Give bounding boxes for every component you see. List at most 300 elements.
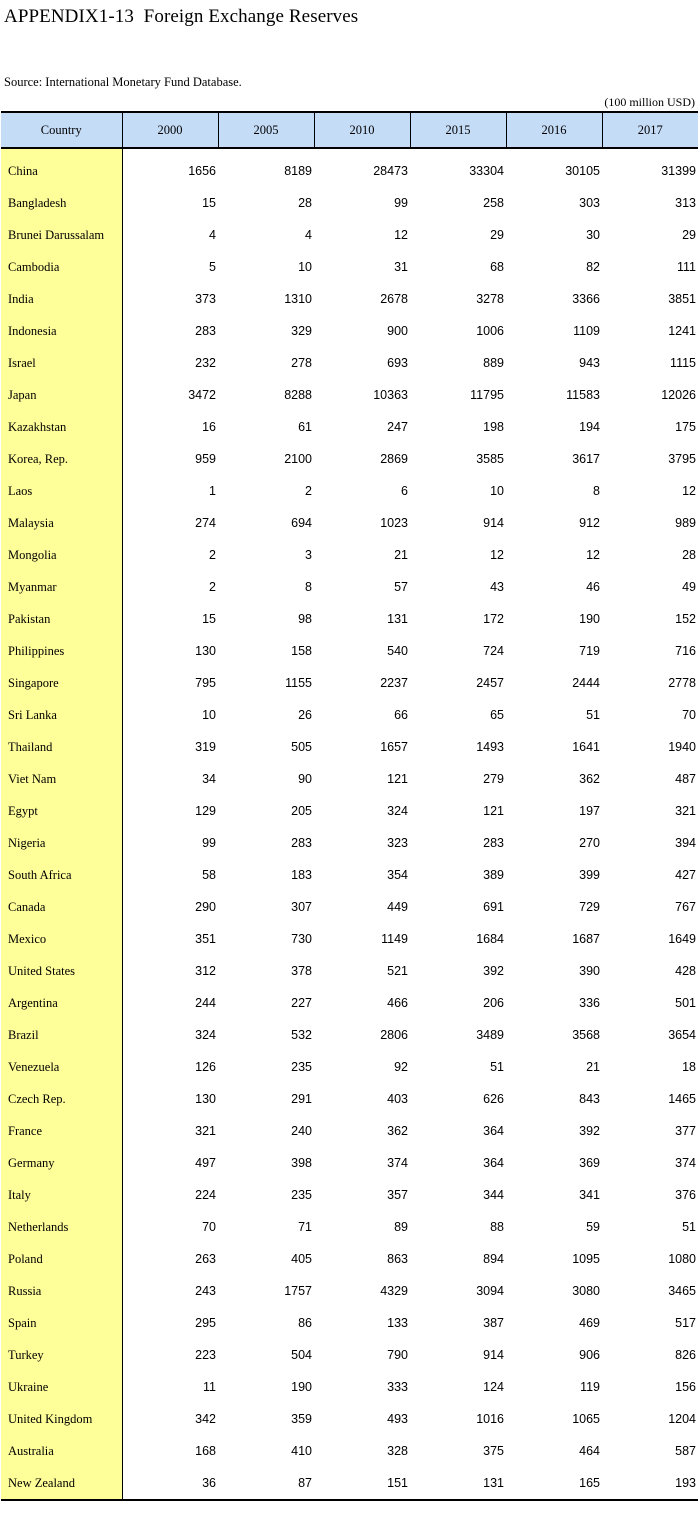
value-cell: 394 xyxy=(675,836,696,850)
table-row xyxy=(1,283,698,315)
table-row xyxy=(1,1051,698,1083)
value-cell: 376 xyxy=(675,1188,696,1202)
table-row xyxy=(1,603,698,635)
value-cell: 312 xyxy=(195,964,216,978)
value-cell: 1684 xyxy=(476,932,504,946)
table-row xyxy=(1,795,698,827)
country-cell: Netherlands xyxy=(1,1211,122,1243)
value-cell: 92 xyxy=(394,1060,408,1074)
table-row xyxy=(1,539,698,571)
value-cell: 1006 xyxy=(476,324,504,338)
country-cell: Spain xyxy=(1,1307,122,1339)
country-cell: Israel xyxy=(1,347,122,379)
country-cell: Turkey xyxy=(1,1339,122,1371)
value-cell: 399 xyxy=(579,868,600,882)
value-cell: 49 xyxy=(682,580,696,594)
table-row xyxy=(1,1019,698,1051)
value-cell: 16 xyxy=(202,420,216,434)
value-cell: 68 xyxy=(490,260,504,274)
table-row xyxy=(1,475,698,507)
country-cell: Sri Lanka xyxy=(1,699,122,731)
value-cell: 342 xyxy=(195,1412,216,1426)
value-cell: 1493 xyxy=(476,740,504,754)
value-cell: 29 xyxy=(490,228,504,242)
value-cell: 274 xyxy=(195,516,216,530)
value-cell: 130 xyxy=(195,644,216,658)
column-header-2017: 2017 xyxy=(602,112,698,148)
value-cell: 323 xyxy=(387,836,408,850)
table-row xyxy=(1,379,698,411)
value-cell: 313 xyxy=(675,196,696,210)
value-cell: 51 xyxy=(490,1060,504,1074)
table-row xyxy=(1,347,698,379)
table-row xyxy=(1,315,698,347)
table-row xyxy=(1,571,698,603)
value-cell: 795 xyxy=(195,676,216,690)
value-cell: 329 xyxy=(291,324,312,338)
value-cell: 99 xyxy=(202,836,216,850)
value-cell: 193 xyxy=(602,1467,698,1500)
country-cell: New Zealand xyxy=(1,1467,122,1500)
value-cell: 2778 xyxy=(668,676,696,690)
value-cell: 71 xyxy=(298,1220,312,1234)
value-cell: 1149 xyxy=(381,932,408,946)
value-cell: 87 xyxy=(218,1467,314,1500)
value-cell: 197 xyxy=(579,804,600,818)
table-row xyxy=(1,987,698,1019)
value-cell: 324 xyxy=(195,1028,216,1042)
value-cell: 28 xyxy=(682,548,696,562)
table-row xyxy=(1,763,698,795)
value-cell: 90 xyxy=(298,772,312,786)
value-cell: 158 xyxy=(291,644,312,658)
value-cell: 291 xyxy=(291,1092,312,1106)
value-cell: 719 xyxy=(579,644,600,658)
value-cell: 165 xyxy=(506,1467,602,1500)
value-cell: 410 xyxy=(291,1444,312,1458)
country-cell: Canada xyxy=(1,891,122,923)
value-cell: 3094 xyxy=(476,1284,504,1298)
table-row xyxy=(1,148,698,187)
value-cell: 540 xyxy=(387,644,408,658)
value-cell: 279 xyxy=(483,772,504,786)
value-cell: 4 xyxy=(305,228,312,242)
value-cell: 826 xyxy=(675,1348,696,1362)
value-cell: 493 xyxy=(387,1412,408,1426)
country-cell: Philippines xyxy=(1,635,122,667)
value-cell: 1204 xyxy=(668,1412,696,1426)
table-row xyxy=(1,1147,698,1179)
value-cell: 12 xyxy=(682,484,696,498)
country-cell: India xyxy=(1,283,122,315)
value-cell: 626 xyxy=(483,1092,504,1106)
value-cell: 21 xyxy=(394,548,408,562)
value-cell: 11795 xyxy=(470,388,504,402)
value-cell: 133 xyxy=(387,1316,408,1330)
value-cell: 18 xyxy=(682,1060,696,1074)
value-cell: 1757 xyxy=(284,1284,312,1298)
table-row xyxy=(1,635,698,667)
value-cell: 428 xyxy=(675,964,696,978)
value-cell: 3585 xyxy=(476,452,504,466)
country-cell: Australia xyxy=(1,1435,122,1467)
value-cell: 88 xyxy=(490,1220,504,1234)
value-cell: 58 xyxy=(202,868,216,882)
table-row xyxy=(1,507,698,539)
table-row xyxy=(1,1243,698,1275)
value-cell: 121 xyxy=(387,772,408,786)
value-cell: 1080 xyxy=(668,1252,696,1266)
value-cell: 405 xyxy=(291,1252,312,1266)
value-cell: 3851 xyxy=(668,292,696,306)
value-cell: 224 xyxy=(195,1188,216,1202)
table-row xyxy=(1,1307,698,1339)
value-cell: 66 xyxy=(394,708,408,722)
value-cell: 403 xyxy=(387,1092,408,1106)
value-cell: 131 xyxy=(387,612,408,626)
value-cell: 10 xyxy=(202,708,216,722)
reserves-table xyxy=(1,111,698,1501)
value-cell: 587 xyxy=(675,1444,696,1458)
value-cell: 532 xyxy=(291,1028,312,1042)
country-cell: Malaysia xyxy=(1,507,122,539)
country-cell: Nigeria xyxy=(1,827,122,859)
value-cell: 336 xyxy=(579,996,600,1010)
table-row xyxy=(1,699,698,731)
value-cell: 10 xyxy=(298,260,312,274)
value-cell: 119 xyxy=(580,1380,600,1394)
value-cell: 374 xyxy=(675,1156,696,1170)
value-cell: 324 xyxy=(387,804,408,818)
value-cell: 98 xyxy=(298,612,312,626)
value-cell: 59 xyxy=(586,1220,600,1234)
value-cell: 364 xyxy=(483,1156,504,1170)
table-row xyxy=(1,411,698,443)
value-cell: 30 xyxy=(586,228,600,242)
value-cell: 278 xyxy=(291,356,312,370)
value-cell: 729 xyxy=(579,900,600,914)
value-cell: 43 xyxy=(490,580,504,594)
value-cell: 505 xyxy=(291,740,312,754)
value-cell: 28 xyxy=(298,196,312,210)
table-row xyxy=(1,219,698,251)
value-cell: 194 xyxy=(579,420,600,434)
table-row xyxy=(1,251,698,283)
country-cell: United States xyxy=(1,955,122,987)
table-row xyxy=(1,1115,698,1147)
country-cell: Poland xyxy=(1,1243,122,1275)
value-cell: 235 xyxy=(291,1188,312,1202)
country-cell: France xyxy=(1,1115,122,1147)
value-cell: 21 xyxy=(586,1060,600,1074)
value-cell: 307 xyxy=(291,900,312,914)
value-cell: 321 xyxy=(675,804,696,818)
country-cell: Thailand xyxy=(1,731,122,763)
value-cell: 716 xyxy=(675,644,696,658)
value-cell: 373 xyxy=(195,292,216,306)
value-cell: 1095 xyxy=(572,1252,600,1266)
value-cell: 2 xyxy=(305,484,312,498)
value-cell: 28473 xyxy=(373,164,408,178)
value-cell: 1109 xyxy=(573,324,600,338)
country-cell: Mongolia xyxy=(1,539,122,571)
value-cell: 1940 xyxy=(668,740,696,754)
column-header-2015: 2015 xyxy=(410,112,506,148)
table-row xyxy=(1,1435,698,1467)
unit-note: (100 million USD) xyxy=(604,95,695,109)
table-row xyxy=(1,1179,698,1211)
country-cell: United Kingdom xyxy=(1,1403,122,1435)
value-cell: 263 xyxy=(195,1252,216,1266)
country-cell: Venezuela xyxy=(1,1051,122,1083)
value-cell: 694 xyxy=(291,516,312,530)
value-cell: 10 xyxy=(490,484,504,498)
value-cell: 1656 xyxy=(188,164,216,178)
value-cell: 464 xyxy=(579,1444,600,1458)
value-cell: 12 xyxy=(586,548,600,562)
table-row xyxy=(1,859,698,891)
table-row xyxy=(1,1083,698,1115)
value-cell: 65 xyxy=(490,708,504,722)
table-row xyxy=(1,923,698,955)
value-cell: 99 xyxy=(394,196,408,210)
value-cell: 843 xyxy=(579,1092,600,1106)
column-header-2000: 2000 xyxy=(122,112,218,148)
table-row xyxy=(1,731,698,763)
table-body xyxy=(1,148,698,1500)
table-row xyxy=(1,1403,698,1435)
value-cell: 51 xyxy=(586,708,600,722)
value-cell: 283 xyxy=(483,836,504,850)
country-cell: Brunei Darussalam xyxy=(1,219,122,251)
value-cell: 374 xyxy=(387,1156,408,1170)
value-cell: 3489 xyxy=(476,1028,504,1042)
value-cell: 2100 xyxy=(284,452,312,466)
value-cell: 30105 xyxy=(565,164,600,178)
value-cell: 3617 xyxy=(572,452,600,466)
value-cell: 15 xyxy=(202,196,216,210)
value-cell: 497 xyxy=(195,1156,216,1170)
value-cell: 333 xyxy=(387,1380,408,1394)
country-cell: Myanmar xyxy=(1,571,122,603)
value-cell: 8189 xyxy=(284,164,312,178)
column-header-country: Country xyxy=(1,112,122,148)
value-cell: 2 xyxy=(209,548,216,562)
country-cell: Czech Rep. xyxy=(1,1083,122,1115)
value-cell: 3568 xyxy=(572,1028,600,1042)
country-cell: Pakistan xyxy=(1,603,122,635)
country-cell: Japan xyxy=(1,379,122,411)
value-cell: 6 xyxy=(401,484,408,498)
value-cell: 389 xyxy=(483,868,504,882)
value-cell: 504 xyxy=(291,1348,312,1362)
value-cell: 198 xyxy=(483,420,504,434)
value-cell: 190 xyxy=(579,612,600,626)
value-cell: 328 xyxy=(387,1444,408,1458)
value-cell: 247 xyxy=(387,420,408,434)
value-cell: 427 xyxy=(675,868,696,882)
country-cell: Singapore xyxy=(1,667,122,699)
value-cell: 2 xyxy=(209,580,216,594)
value-cell: 1 xyxy=(209,484,216,498)
value-cell: 724 xyxy=(483,644,504,658)
column-header-2005: 2005 xyxy=(218,112,314,148)
value-cell: 378 xyxy=(291,964,312,978)
value-cell: 12 xyxy=(394,228,408,242)
value-cell: 11 xyxy=(203,1380,216,1394)
country-cell: Laos xyxy=(1,475,122,507)
value-cell: 258 xyxy=(483,196,504,210)
value-cell: 390 xyxy=(579,964,600,978)
table-row xyxy=(1,827,698,859)
value-cell: 3366 xyxy=(572,292,600,306)
country-cell: Bangladesh xyxy=(1,187,122,219)
value-cell: 4329 xyxy=(380,1284,408,1298)
value-cell: 206 xyxy=(483,996,504,1010)
value-cell: 693 xyxy=(387,356,408,370)
value-cell: 691 xyxy=(483,900,504,914)
table-row xyxy=(1,443,698,475)
value-cell: 2678 xyxy=(380,292,408,306)
value-cell: 1115 xyxy=(670,356,696,370)
source-note: Source: International Monetary Fund Database. xyxy=(4,75,242,89)
value-cell: 364 xyxy=(483,1124,504,1138)
value-cell: 321 xyxy=(195,1124,216,1138)
value-cell: 900 xyxy=(387,324,408,338)
value-cell: 487 xyxy=(675,772,696,786)
value-cell: 244 xyxy=(195,996,216,1010)
value-cell: 190 xyxy=(291,1380,312,1394)
value-cell: 392 xyxy=(579,1124,600,1138)
table-row xyxy=(1,1467,698,1500)
value-cell: 303 xyxy=(579,196,600,210)
value-cell: 130 xyxy=(195,1092,216,1106)
value-cell: 894 xyxy=(483,1252,504,1266)
value-cell: 11583 xyxy=(566,388,600,402)
column-header-2016: 2016 xyxy=(506,112,602,148)
country-cell: Indonesia xyxy=(1,315,122,347)
value-cell: 70 xyxy=(682,708,696,722)
value-cell: 31 xyxy=(394,260,408,274)
value-cell: 34 xyxy=(202,772,216,786)
value-cell: 12026 xyxy=(661,388,696,402)
value-cell: 2237 xyxy=(380,676,408,690)
country-cell: Viet Nam xyxy=(1,763,122,795)
value-cell: 152 xyxy=(675,612,696,626)
value-cell: 1023 xyxy=(380,516,408,530)
value-cell: 943 xyxy=(579,356,600,370)
value-cell: 295 xyxy=(195,1316,216,1330)
value-cell: 359 xyxy=(291,1412,312,1426)
value-cell: 223 xyxy=(195,1348,216,1362)
value-cell: 46 xyxy=(586,580,600,594)
value-cell: 129 xyxy=(195,804,216,818)
value-cell: 3 xyxy=(305,548,312,562)
value-cell: 86 xyxy=(298,1316,312,1330)
value-cell: 183 xyxy=(291,868,312,882)
value-cell: 1641 xyxy=(572,740,600,754)
value-cell: 344 xyxy=(483,1188,504,1202)
value-cell: 151 xyxy=(314,1467,410,1500)
value-cell: 1310 xyxy=(284,292,312,306)
value-cell: 392 xyxy=(483,964,504,978)
country-cell: Italy xyxy=(1,1179,122,1211)
value-cell: 863 xyxy=(387,1252,408,1266)
value-cell: 377 xyxy=(675,1124,696,1138)
page-title: APPENDIX1-13 Foreign Exchange Reserves xyxy=(4,6,359,27)
value-cell: 1016 xyxy=(476,1412,504,1426)
value-cell: 3795 xyxy=(668,452,696,466)
value-cell: 26 xyxy=(298,708,312,722)
value-cell: 270 xyxy=(579,836,600,850)
value-cell: 70 xyxy=(202,1220,216,1234)
value-cell: 57 xyxy=(394,580,408,594)
value-cell: 168 xyxy=(195,1444,216,1458)
value-cell: 283 xyxy=(291,836,312,850)
header-row xyxy=(1,112,698,148)
value-cell: 172 xyxy=(483,612,504,626)
value-cell: 790 xyxy=(387,1348,408,1362)
value-cell: 466 xyxy=(387,996,408,1010)
value-cell: 36 xyxy=(122,1467,218,1500)
value-cell: 398 xyxy=(291,1156,312,1170)
country-cell: China xyxy=(1,148,122,187)
value-cell: 767 xyxy=(675,900,696,914)
value-cell: 175 xyxy=(675,420,696,434)
value-cell: 989 xyxy=(675,516,696,530)
value-cell: 12 xyxy=(490,548,504,562)
value-cell: 227 xyxy=(291,996,312,1010)
country-cell: Germany xyxy=(1,1147,122,1179)
value-cell: 351 xyxy=(195,932,216,946)
value-cell: 156 xyxy=(675,1380,696,1394)
value-cell: 121 xyxy=(483,804,504,818)
table-row xyxy=(1,1211,698,1243)
country-cell: Russia xyxy=(1,1275,122,1307)
value-cell: 10363 xyxy=(373,388,408,402)
value-cell: 357 xyxy=(387,1188,408,1202)
value-cell: 449 xyxy=(387,900,408,914)
value-cell: 730 xyxy=(291,932,312,946)
value-cell: 3278 xyxy=(476,292,504,306)
value-cell: 1657 xyxy=(380,740,408,754)
value-cell: 1155 xyxy=(285,676,312,690)
value-cell: 4 xyxy=(209,228,216,242)
value-cell: 914 xyxy=(483,1348,504,1362)
value-cell: 15 xyxy=(202,612,216,626)
value-cell: 3080 xyxy=(572,1284,600,1298)
value-cell: 89 xyxy=(394,1220,408,1234)
value-cell: 29 xyxy=(682,228,696,242)
value-cell: 375 xyxy=(483,1444,504,1458)
value-cell: 3472 xyxy=(188,388,216,402)
table-row xyxy=(1,667,698,699)
value-cell: 914 xyxy=(483,516,504,530)
value-cell: 2444 xyxy=(572,676,600,690)
table-row xyxy=(1,1339,698,1371)
value-cell: 2806 xyxy=(380,1028,408,1042)
value-cell: 51 xyxy=(682,1220,696,1234)
country-cell: Cambodia xyxy=(1,251,122,283)
value-cell: 912 xyxy=(579,516,600,530)
country-cell: Mexico xyxy=(1,923,122,955)
value-cell: 33304 xyxy=(469,164,504,178)
value-cell: 1465 xyxy=(668,1092,696,1106)
value-cell: 906 xyxy=(579,1348,600,1362)
value-cell: 362 xyxy=(579,772,600,786)
value-cell: 369 xyxy=(579,1156,600,1170)
table-row xyxy=(1,891,698,923)
